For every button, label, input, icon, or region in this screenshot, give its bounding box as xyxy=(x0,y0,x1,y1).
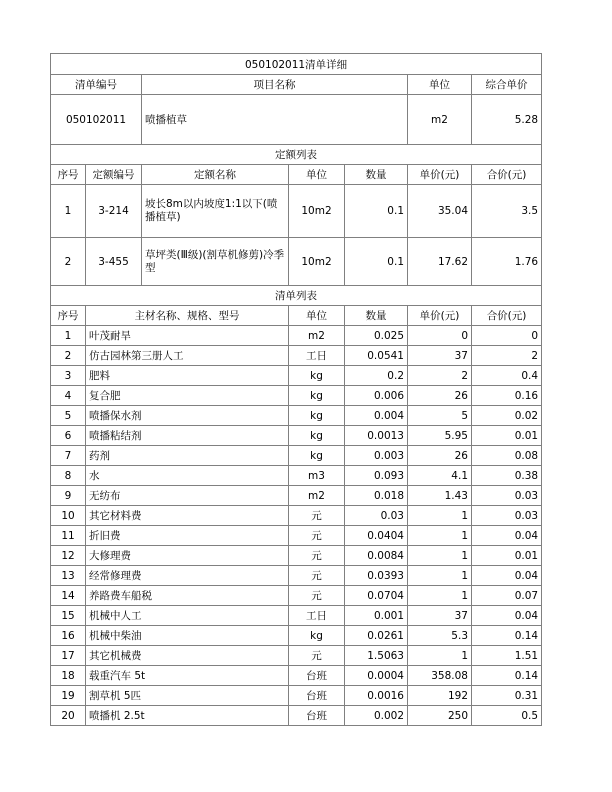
material-name: 肥料 xyxy=(86,366,289,386)
material-qty: 0.03 xyxy=(345,506,408,526)
material-row xyxy=(51,386,542,406)
material-index: 16 xyxy=(51,626,86,646)
material-name: 载重汽车 5t xyxy=(86,666,289,686)
material-index: 18 xyxy=(51,666,86,686)
material-unit: 元 xyxy=(289,546,345,566)
material-unit: 元 xyxy=(289,586,345,606)
material-total: 0.03 xyxy=(472,506,542,526)
materials-header-total: 合价(元) xyxy=(472,306,542,326)
material-index: 7 xyxy=(51,446,86,466)
header-unit-price: 综合单价 xyxy=(472,75,542,95)
material-name: 水 xyxy=(86,466,289,486)
quota-qty: 0.1 xyxy=(345,238,408,286)
material-index: 14 xyxy=(51,586,86,606)
material-price: 26 xyxy=(408,386,472,406)
material-price: 1 xyxy=(408,526,472,546)
material-qty: 0.2 xyxy=(345,366,408,386)
quota-index: 2 xyxy=(51,238,86,286)
bill-name: 喷播植草 xyxy=(142,95,408,145)
material-qty: 0.093 xyxy=(345,466,408,486)
material-price: 26 xyxy=(408,446,472,466)
materials-header-qty: 数量 xyxy=(345,306,408,326)
header-unit: 单位 xyxy=(408,75,472,95)
material-qty: 0.0404 xyxy=(345,526,408,546)
material-qty: 1.5063 xyxy=(345,646,408,666)
material-qty: 0.0541 xyxy=(345,346,408,366)
material-unit: m3 xyxy=(289,466,345,486)
material-row xyxy=(51,346,542,366)
bill-unit: m2 xyxy=(408,95,472,145)
material-qty: 0.0004 xyxy=(345,666,408,686)
material-row xyxy=(51,446,542,466)
material-unit: 元 xyxy=(289,506,345,526)
materials-header-name: 主材名称、规格、型号 xyxy=(86,306,289,326)
material-qty: 0.018 xyxy=(345,486,408,506)
material-qty: 0.0704 xyxy=(345,586,408,606)
material-name: 折旧费 xyxy=(86,526,289,546)
material-row xyxy=(51,366,542,386)
materials-section-title: 清单列表 xyxy=(51,286,542,306)
material-index: 15 xyxy=(51,606,86,626)
material-name: 机械中人工 xyxy=(86,606,289,626)
material-name: 养路费车船税 xyxy=(86,586,289,606)
material-unit: 台班 xyxy=(289,666,345,686)
material-unit: m2 xyxy=(289,326,345,346)
quota-header-price: 单价(元) xyxy=(408,165,472,185)
material-total: 0.14 xyxy=(472,626,542,646)
material-name: 其它材料费 xyxy=(86,506,289,526)
material-name: 喷播粘结剂 xyxy=(86,426,289,446)
material-row xyxy=(51,326,542,346)
material-row xyxy=(51,546,542,566)
material-unit: kg xyxy=(289,366,345,386)
material-index: 9 xyxy=(51,486,86,506)
material-row xyxy=(51,506,542,526)
material-index: 20 xyxy=(51,706,86,726)
material-qty: 0.002 xyxy=(345,706,408,726)
quota-index: 1 xyxy=(51,185,86,238)
material-total: 0.04 xyxy=(472,566,542,586)
material-row xyxy=(51,606,542,626)
material-qty: 0.0013 xyxy=(345,426,408,446)
material-price: 1.43 xyxy=(408,486,472,506)
quota-name: 坡长8m以内坡度1:1以下(喷播植草) xyxy=(142,185,289,238)
material-row xyxy=(51,626,542,646)
material-qty: 0.0393 xyxy=(345,566,408,586)
material-price: 5 xyxy=(408,406,472,426)
bill-detail-table xyxy=(50,53,542,726)
material-total: 0.01 xyxy=(472,546,542,566)
material-row xyxy=(51,426,542,446)
material-total: 0.07 xyxy=(472,586,542,606)
material-price: 5.95 xyxy=(408,426,472,446)
material-qty: 0.003 xyxy=(345,446,408,466)
materials-header-index: 序号 xyxy=(51,306,86,326)
quota-total: 1.76 xyxy=(472,238,542,286)
quota-unit: 10m2 xyxy=(289,185,345,238)
material-price: 358.08 xyxy=(408,666,472,686)
material-price: 4.1 xyxy=(408,466,472,486)
material-price: 192 xyxy=(408,686,472,706)
material-row xyxy=(51,406,542,426)
material-name: 大修理费 xyxy=(86,546,289,566)
quota-section-title: 定额列表 xyxy=(51,145,542,165)
material-qty: 0.006 xyxy=(345,386,408,406)
material-price: 1 xyxy=(408,586,472,606)
material-unit: kg xyxy=(289,386,345,406)
material-name: 割草机 5匹 xyxy=(86,686,289,706)
quota-code: 3-455 xyxy=(86,238,142,286)
material-unit: kg xyxy=(289,426,345,446)
material-total: 0.08 xyxy=(472,446,542,466)
material-qty: 0.0016 xyxy=(345,686,408,706)
bill-title: 050102011清单详细 xyxy=(51,54,542,75)
material-price: 1 xyxy=(408,566,472,586)
material-index: 12 xyxy=(51,546,86,566)
material-price: 250 xyxy=(408,706,472,726)
header-item-name: 项目名称 xyxy=(142,75,408,95)
bill-price: 5.28 xyxy=(472,95,542,145)
material-qty: 0.025 xyxy=(345,326,408,346)
material-unit: 台班 xyxy=(289,706,345,726)
material-qty: 0.004 xyxy=(345,406,408,426)
material-row xyxy=(51,686,542,706)
material-index: 4 xyxy=(51,386,86,406)
material-total: 0.16 xyxy=(472,386,542,406)
material-total: 0.03 xyxy=(472,486,542,506)
quota-qty: 0.1 xyxy=(345,185,408,238)
material-total: 2 xyxy=(472,346,542,366)
material-index: 19 xyxy=(51,686,86,706)
material-name: 仿古园林第三册人工 xyxy=(86,346,289,366)
materials-header-unit: 单位 xyxy=(289,306,345,326)
quota-header-total: 合价(元) xyxy=(472,165,542,185)
material-price: 1 xyxy=(408,646,472,666)
material-row xyxy=(51,566,542,586)
material-index: 8 xyxy=(51,466,86,486)
material-unit: 元 xyxy=(289,526,345,546)
quota-header-unit: 单位 xyxy=(289,165,345,185)
material-row xyxy=(51,466,542,486)
material-row xyxy=(51,646,542,666)
material-qty: 0.0261 xyxy=(345,626,408,646)
material-total: 0 xyxy=(472,326,542,346)
material-name: 复合肥 xyxy=(86,386,289,406)
material-row xyxy=(51,586,542,606)
material-price: 37 xyxy=(408,606,472,626)
material-name: 经常修理费 xyxy=(86,566,289,586)
material-total: 0.02 xyxy=(472,406,542,426)
material-name: 无纺布 xyxy=(86,486,289,506)
material-index: 3 xyxy=(51,366,86,386)
materials-header-price: 单价(元) xyxy=(408,306,472,326)
material-unit: kg xyxy=(289,446,345,466)
material-total: 0.04 xyxy=(472,526,542,546)
bill-code: 050102011 xyxy=(51,95,142,145)
material-price: 5.3 xyxy=(408,626,472,646)
material-index: 1 xyxy=(51,326,86,346)
quota-header-code: 定额编号 xyxy=(86,165,142,185)
quota-name: 草坪类(Ⅲ级)(割草机修剪)冷季型 xyxy=(142,238,289,286)
material-name: 喷播保水剂 xyxy=(86,406,289,426)
material-total: 0.31 xyxy=(472,686,542,706)
material-price: 37 xyxy=(408,346,472,366)
material-index: 17 xyxy=(51,646,86,666)
material-index: 11 xyxy=(51,526,86,546)
material-row xyxy=(51,706,542,726)
quota-header-qty: 数量 xyxy=(345,165,408,185)
material-index: 5 xyxy=(51,406,86,426)
material-unit: 元 xyxy=(289,646,345,666)
material-name: 喷播机 2.5t xyxy=(86,706,289,726)
material-index: 10 xyxy=(51,506,86,526)
material-price: 0 xyxy=(408,326,472,346)
material-row xyxy=(51,486,542,506)
material-name: 机械中柴油 xyxy=(86,626,289,646)
material-row xyxy=(51,666,542,686)
material-unit: kg xyxy=(289,406,345,426)
material-row xyxy=(51,526,542,546)
material-total: 0.01 xyxy=(472,426,542,446)
material-price: 1 xyxy=(408,506,472,526)
quota-total: 3.5 xyxy=(472,185,542,238)
material-total: 0.14 xyxy=(472,666,542,686)
material-index: 6 xyxy=(51,426,86,446)
material-unit: kg xyxy=(289,626,345,646)
header-bill-code: 清单编号 xyxy=(51,75,142,95)
material-price: 2 xyxy=(408,366,472,386)
material-unit: 元 xyxy=(289,566,345,586)
material-name: 药剂 xyxy=(86,446,289,466)
material-price: 1 xyxy=(408,546,472,566)
material-unit: m2 xyxy=(289,486,345,506)
material-index: 2 xyxy=(51,346,86,366)
material-total: 1.51 xyxy=(472,646,542,666)
material-name: 叶茂耐旱 xyxy=(86,326,289,346)
quota-row xyxy=(51,238,542,286)
quota-header-name: 定额名称 xyxy=(142,165,289,185)
quota-header-index: 序号 xyxy=(51,165,86,185)
quota-code: 3-214 xyxy=(86,185,142,238)
material-total: 0.04 xyxy=(472,606,542,626)
material-index: 13 xyxy=(51,566,86,586)
material-total: 0.4 xyxy=(472,366,542,386)
material-name: 其它机械费 xyxy=(86,646,289,666)
material-total: 0.5 xyxy=(472,706,542,726)
quota-unit: 10m2 xyxy=(289,238,345,286)
material-qty: 0.0084 xyxy=(345,546,408,566)
material-total: 0.38 xyxy=(472,466,542,486)
quota-price: 35.04 xyxy=(408,185,472,238)
material-unit: 工日 xyxy=(289,606,345,626)
material-qty: 0.001 xyxy=(345,606,408,626)
quota-price: 17.62 xyxy=(408,238,472,286)
material-unit: 工日 xyxy=(289,346,345,366)
quota-row xyxy=(51,185,542,238)
material-unit: 台班 xyxy=(289,686,345,706)
